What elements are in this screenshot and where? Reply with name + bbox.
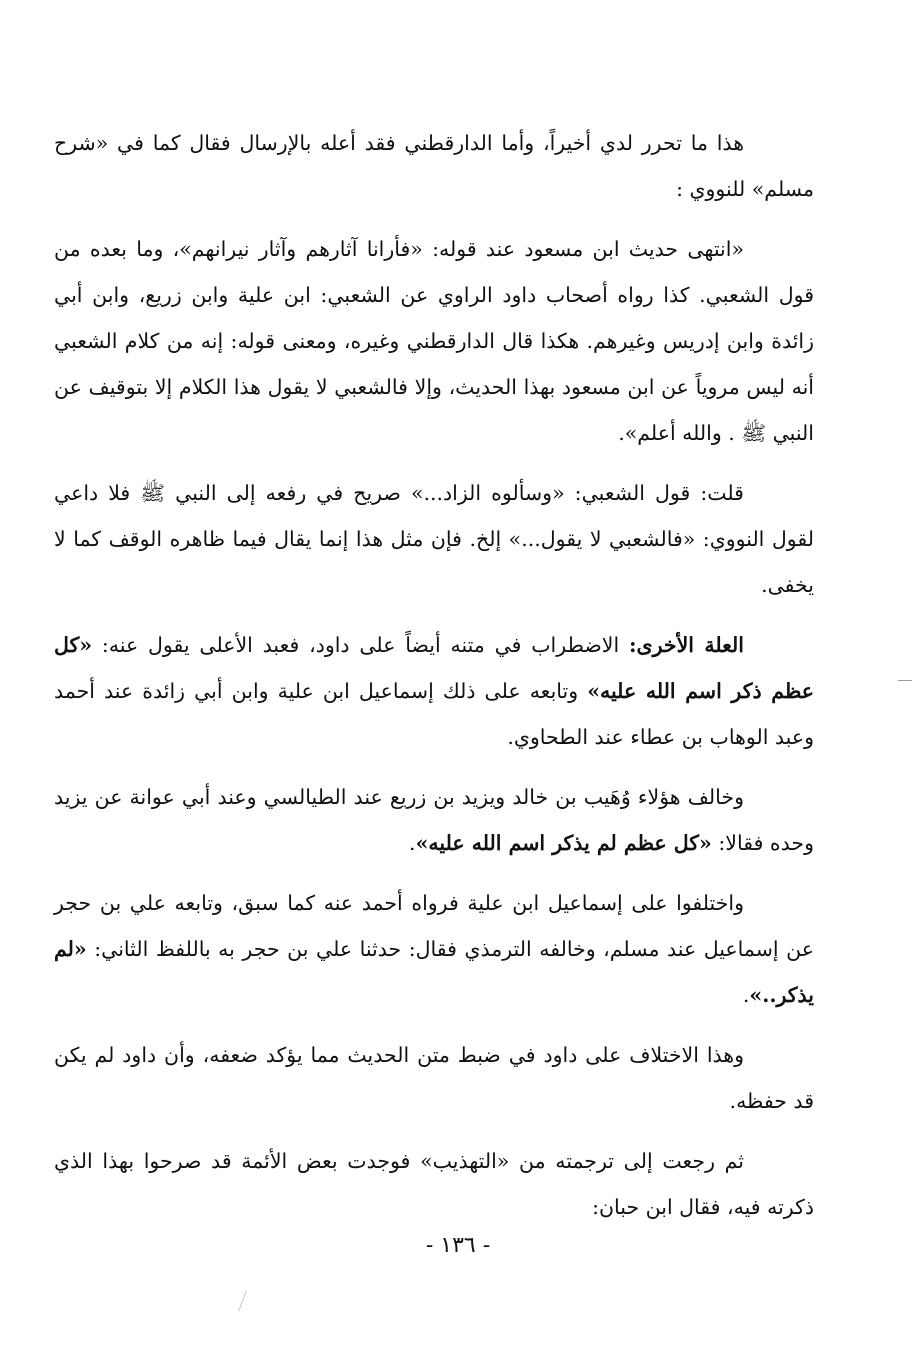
scan-artifact — [898, 680, 912, 681]
paragraph-3 — [54, 470, 814, 608]
paragraph-5 — [54, 774, 814, 866]
paragraph-text: واختلفوا على إسماعيل ابن علية فرواه أحمد عنه كما سبق، وتابعه علي بن حجر عن إسماعيل عند مسلم، وخالفه الترمذي فقال: حدثنا علي بن حجر به باللفظ الثاني: — [54, 891, 814, 961]
paragraph-text: . — [742, 983, 750, 1007]
bold-quote: «كل عظم ذكر اسم الله عليه» — [54, 633, 814, 703]
paragraph-text: وهذا الاختلاف على داود في ضبط متن الحديث مما يؤكد ضعفه، وأن داود لم يكن قد حفظه. — [54, 1043, 814, 1113]
bold-quote: «كل عظم لم يذكر اسم الله عليه» — [415, 831, 712, 855]
page-number: - ١٣٦ - — [425, 1233, 491, 1258]
paragraph-8 — [54, 1138, 814, 1230]
paragraph-text: هذا ما تحرر لدي أخيراً، وأما الدارقطني فقد أعله بالإرسال فقال كما في «شرح مسلم» للنووي : — [54, 131, 814, 201]
paragraph-6 — [54, 880, 814, 1018]
bold-quote: «لم يذكر..» — [54, 937, 814, 1007]
bold-heading: العلة الأخرى: — [628, 633, 744, 657]
paragraph-text: قلت: قول الشعبي: «وسألوه الزاد...» صريح في رفعه إلى النبي ﷺ فلا داعي لقول النووي: «فالشعبي لا يقول...» إلخ. فإن مثل هذا إنما يقال فيما ظاهره الوقف كما لا يخفى. — [54, 481, 814, 597]
page-body — [54, 120, 814, 1244]
paragraph-2 — [54, 226, 814, 456]
paragraph-text: . — [409, 831, 416, 855]
paragraph-7 — [54, 1032, 814, 1124]
paragraph-text: وتابعه على ذلك إسماعيل ابن علية وابن أبي زائدة عند أحمد وعبد الوهاب بن عطاء عند الطحاوي. — [54, 679, 814, 749]
paragraph-text: وخالف هؤلاء وُهَيب بن خالد ويزيد بن زريع عند الطيالسي وعند أبي عوانة عن يزيد وحده فقالا: — [54, 785, 814, 855]
paragraph-text: الاضطراب في متنه أيضاً على داود، فعبد الأعلى يقول عنه: — [101, 633, 620, 657]
paragraph-text: ثم رجعت إلى ترجمته من «التهذيب» فوجدت بعض الأئمة قد صرحوا بهذا الذي ذكرته فيه، فقال ابن حبان: — [54, 1149, 814, 1219]
scan-artifact — [238, 1290, 246, 1311]
paragraph-4 — [54, 622, 814, 760]
paragraph-text: «انتهى حديث ابن مسعود عند قوله: «فأرانا آثارهم وآثار نيرانهم»، وما بعده من قول الشعبي. كذا رواه أصحاب داود الراوي عن الشعبي: ابن علية وابن زريع، وابن أبي زائدة وابن إدريس وغيرهم. هكذا قال الدارقطني وغيره، ومعنى قوله: إنه من كلام الشعبي أنه ليس مروياً عن ابن مسعود بهذا الحديث، وإلا فالشعبي لا يقول هذا الكلام إلا بتوقيف عن النبي ﷺ . والله أعلم». — [54, 237, 814, 445]
paragraph-1 — [54, 120, 814, 212]
